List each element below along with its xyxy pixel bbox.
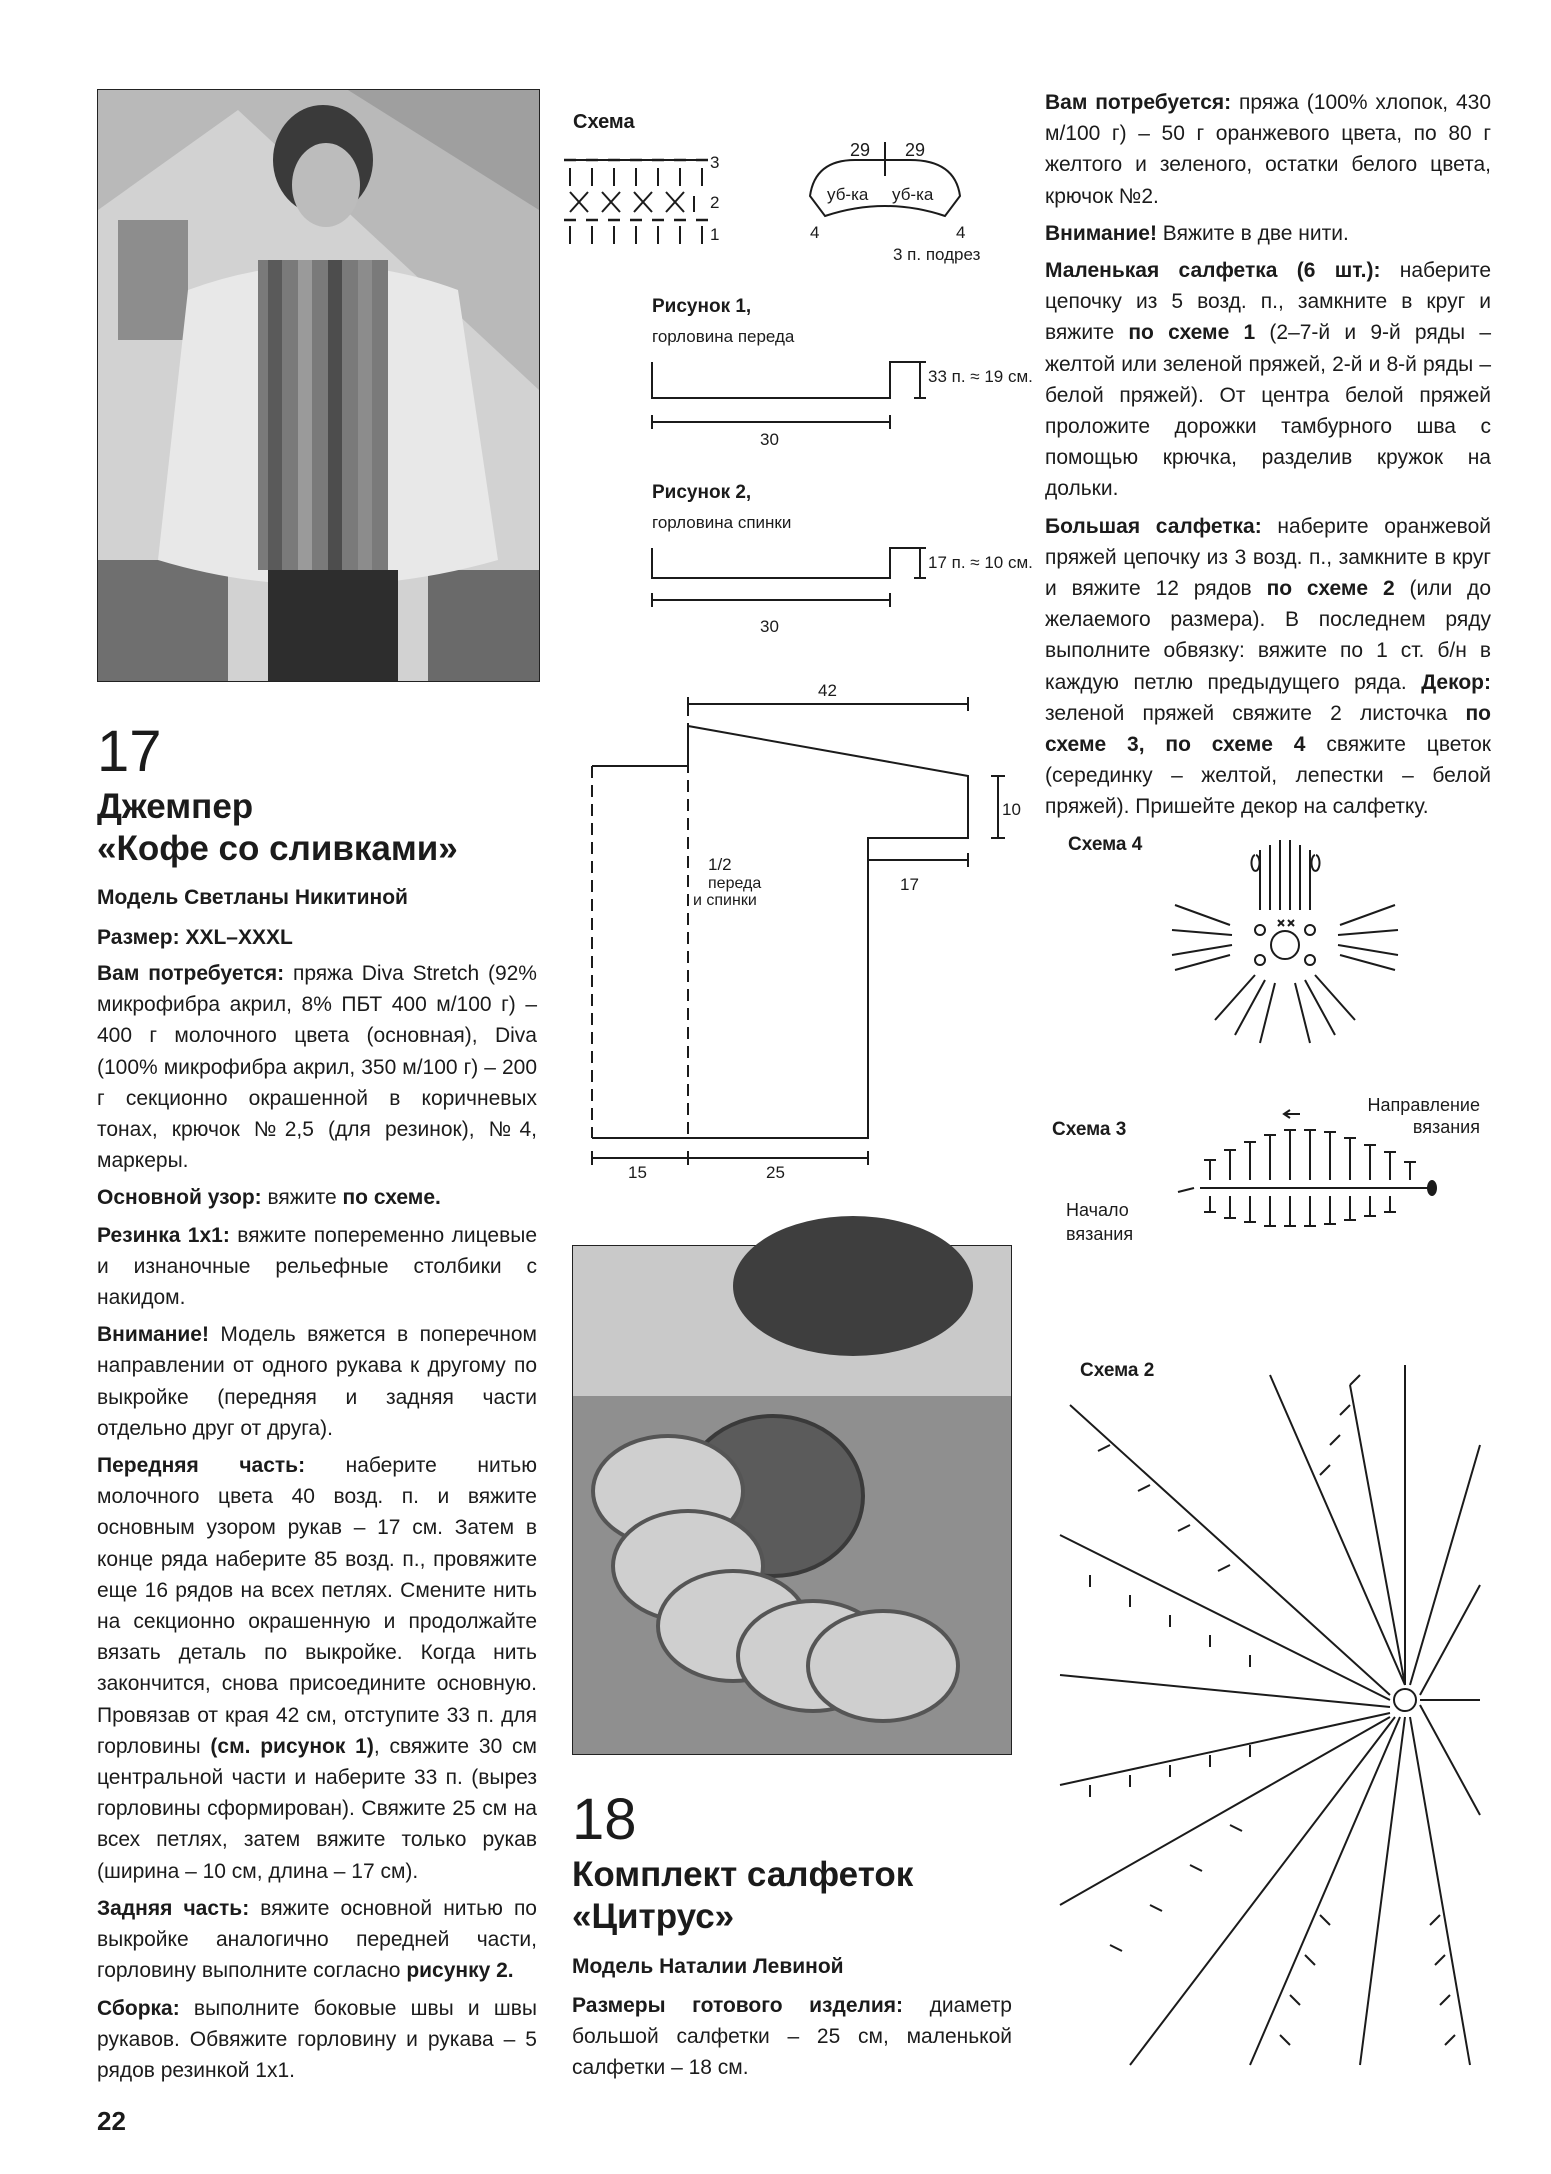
pattern-half-2: переда [708,875,762,892]
scheme-3-start-line1: Начало [1066,1200,1129,1220]
front-paragraph: Передняя часть: наберите нитью молочного цвета 40 возд. п. и вяжите основным узором рукав – 17 см. Затем в конце ряда наберите 85 возд. п., провяжите еще 16 рядов на всех петлях. Смените нить на секционно окрашенную и продолжайте вязать деталь по выкройке. Когда нить закончится, снова присоедините основную. Провязав от края 42 см, отступите 33 п. для горловины (см. рисунок 1), свяжите 30 см центральной части и наберите 33 п. (вырез горловины сформирован). Свяжите 25 см на всех петлях, затем вяжите только рукав (ширина – 10 см, длина – 17 см). [97,1454,537,1883]
neck-left-count: 29 [850,140,871,160]
small-napkin-paragraph: Маленькая салфетка (6 шт.): наберите цепочку из 5 возд. п., замкните в круг и вяжите по схеме 1 (2–7-й и 9-й ряды – желтой или зеленой пряжей, 2-й и 8-й ряды – белой пряжей). От центра белой пряжей проложите дорожки тамбурного шва с помощью крючка, разделив кружок на дольки. [1045,259,1492,501]
materials-paragraph: Вам потребуется: пряжа Diva Stretch (92% микрофибра акрил, 8% ПБТ 400 м/100 г) – 400 г молочного цвета (основная), Diva (100% микрофибра акрил, 350 м/100 г) – 200 г секционно окрашенной в коричневых тонах, крючок №2,5 (для резинок), №4, маркеры. [97,962,537,1173]
article-18-sizes: Размеры готового изделия: диаметр большой салфетки – 25 см, маленькой салфетки – 18 см. [572,1994,1012,2080]
row-label-1: 1 [710,225,720,244]
article-17-body [97,958,537,2092]
row-label-3: 3 [710,153,720,172]
large-napkin-paragraph: Большая салфетка: наберите оранжевой пряжей цепочку из 3 возд. п., замкните в круг и вяжите 12 рядов по схеме 2 (или до желаемого размера). В последнем ряду выполните обвязку: вяжите по 1 ст. б/н в каждую петлю предыдущего ряда. Декор: зеленой пряжей свяжите 2 листочка по схеме 3, по схеме 4 свяжите цветок (серединку – желтой, лепестки – белой пряжей). Пришейте декор на салфетку. [1045,514,1491,819]
pattern-half-1: 1/2 [708,855,732,874]
article-18-author: Модель Наталии Левиной [572,1955,844,1978]
napkin-materials-paragraph: Вам потребуется: пряжа (100% хлопок, 430 м/100 г) – 50 г оранжевого цвета, по 80 г желтого и зеленого, остатки белого цвета, крючок №2. [1045,91,1491,208]
row-label-2: 2 [710,193,720,212]
article-17-title-line1: Джемпер [97,787,254,826]
figure-2-neckline [652,548,926,607]
scheme-4-diagram [1160,825,1410,1060]
pattern-sleeve-length: 17 [900,875,919,894]
article-17-number: 17 [97,719,162,784]
figure-1-title: Рисунок 1, [652,296,752,317]
neck-shaping-diagram [810,142,960,216]
napkins-photo-illustration [573,1246,1011,1754]
scheme-3-title: Схема 3 [1052,1119,1127,1140]
article-18-body [1045,87,1491,829]
scheme-2-title: Схема 2 [1080,1360,1155,1381]
figure-2-subtitle: горловина спинки [652,513,792,532]
pattern-bottom-right: 25 [766,1163,785,1182]
article-18-title-line1: Комплект салфеток [572,1855,914,1894]
ribbing-paragraph: Резинка 1x1: вяжите попеременно лицевые и изнаночные рельефные столбики с накидом. [97,1223,537,1310]
back-paragraph: Задняя часть: вяжите основной нитью по выкройке аналогично передней части, горловину выполните согласно рисунку 2. [97,1896,537,1983]
article-18-title-line2: «Цитрус» [572,1897,735,1936]
scheme-3-direction-line1: Направление [1367,1095,1480,1115]
scheme-3-start-line2: вязания [1066,1224,1134,1244]
jumper-diagrams [560,100,1033,1182]
side-right-count: 4 [956,223,966,242]
neck-right-count: 29 [905,140,926,160]
article-17-title [97,786,537,870]
scheme-2-spokes [1060,1365,1480,2065]
napkins-photo [572,1245,1012,1755]
stitch-schema [564,160,708,244]
article-17-author: Модель Светланы Никитиной [97,886,408,909]
article-17-size: Размер: XXL–XXXL [97,926,293,949]
figure-1-subtitle: горловина переда [652,327,795,346]
scheme-3-diagram [1170,1108,1450,1248]
pattern-top-width: 42 [818,681,837,700]
leaf-bottom-stitches [1204,1196,1396,1226]
decrease-right: уб-ка [892,185,934,204]
article-17-title-line2: «Кофе со сливками» [97,829,458,868]
jumper-pattern-outline [592,697,1005,1165]
scheme-2-diagram [1050,1345,1490,2075]
pattern-bottom-left: 15 [628,1163,647,1182]
leaf-top-stitches [1204,1130,1416,1180]
attention-paragraph: Внимание! Модель вяжется в поперечном направлении от одного рукава к другому по выкройке (передняя и задняя части отдельно друг от друга). [97,1323,537,1440]
figure-2-title: Рисунок 2, [652,482,752,503]
schema-title: Схема [573,111,635,133]
jumper-photo [97,89,540,682]
figure-2-height: 17 п. ≈ 10 см. [928,553,1033,572]
scheme-3-start [1066,1198,1133,1246]
figure-1-height: 33 п. ≈ 19 см. [928,367,1033,386]
undercut-label: 3 п. подрез [893,245,981,264]
page-number: 22 [97,2106,126,2136]
figure-1-width: 30 [760,430,779,449]
decrease-left: уб-ка [827,185,869,204]
main-pattern-paragraph: Основной узор: вяжите по схеме. [97,1186,441,1210]
scheme-3-direction-line2: вязания [1412,1117,1480,1137]
pattern-half-3: и спинки [693,892,757,909]
figure-1-neckline [652,362,926,429]
article-18-title [572,1854,1012,1938]
flower-petals [1172,840,1398,1043]
assembly-paragraph: Сборка: выполните боковые швы и швы рукавов. Обвяжите горловину и рукава – 5 рядов резинкой 1x1. [97,1996,537,2082]
scheme-4-title: Схема 4 [1068,834,1143,855]
article-18-number: 18 [572,1787,637,1852]
side-left-count: 4 [810,223,820,242]
pattern-right-height: 10 [1002,800,1021,819]
figure-2-width: 30 [760,617,779,636]
jumper-photo-illustration [98,90,539,681]
napkin-attention-paragraph: Внимание! Вяжите в две нити. [1045,221,1349,245]
